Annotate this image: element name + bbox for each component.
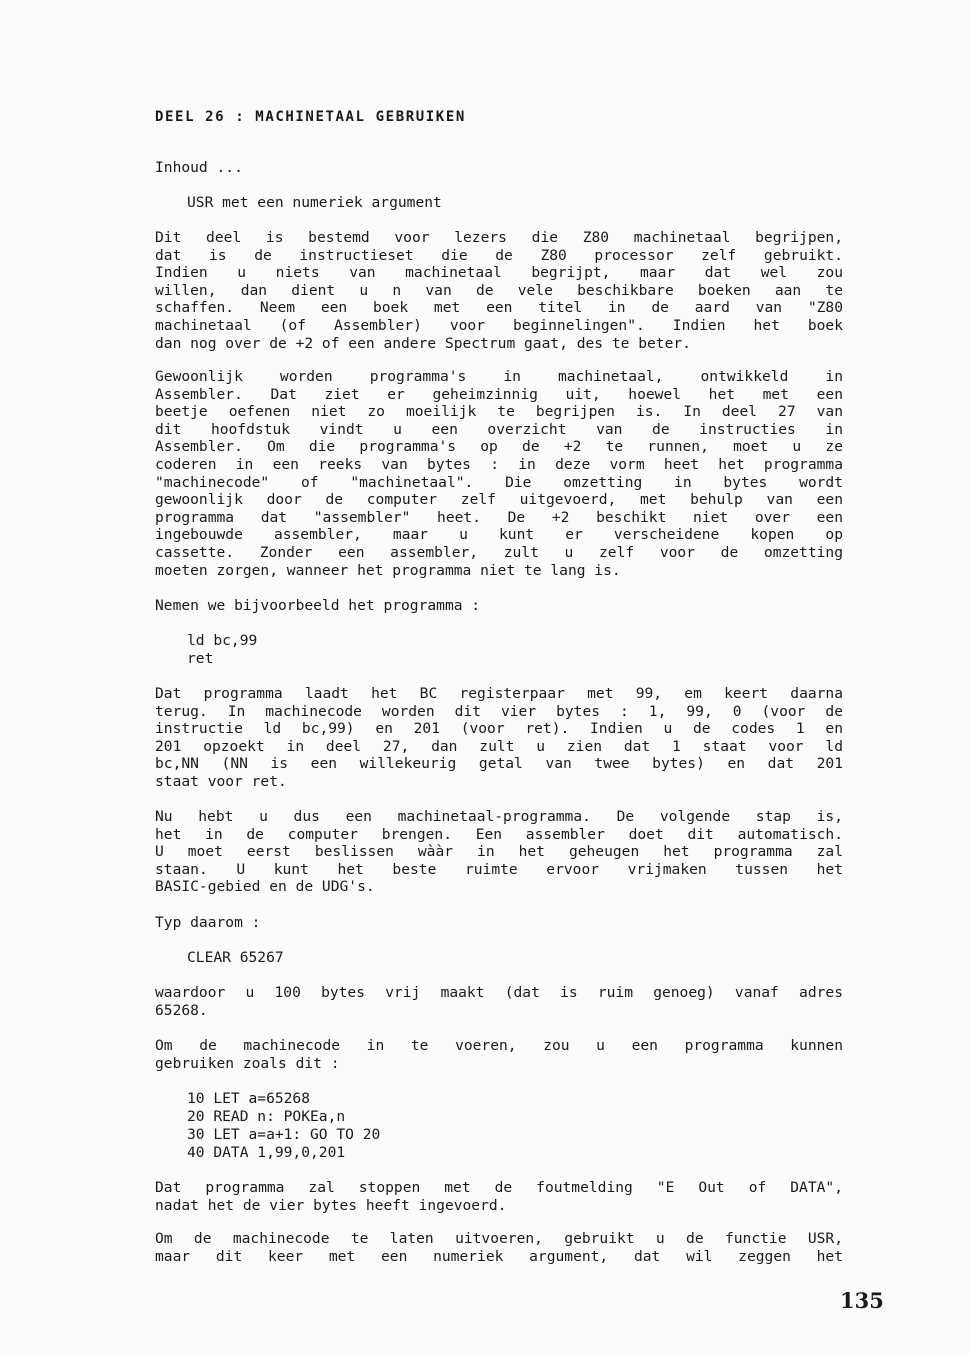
code-line: ld bc,99	[187, 632, 258, 649]
text-line: Assembler. Dat ziet er geheimzinnig uit, hoewel het met een	[155, 385, 843, 403]
code-line: 40 DATA 1,99,0,201	[187, 1144, 346, 1161]
code-line: ret	[187, 650, 214, 667]
text-line: Dat programma laadt het BC registerpaar met 99, em keert daarna	[155, 685, 843, 702]
paragraph-usr	[155, 1230, 843, 1265]
text-line: cassette. Zonder een assembler, zult u zelf voor de omzetting	[155, 543, 843, 561]
text-line: 65268.	[155, 1001, 208, 1019]
text-line: Nu hebt u dus een machinetaal-programma. De volgende stap is,	[155, 808, 843, 825]
text-line: willen, dan dient u n van de vele beschikbare boeken aan te	[155, 281, 843, 299]
code-line: 10 LET a=65268	[187, 1090, 311, 1107]
paragraph-next-step	[155, 808, 843, 896]
section-heading: DEEL 26 : MACHINETAAL GEBRUIKEN	[155, 109, 466, 125]
text-line: machinetaal (of Assembler) voor beginnelingen". Indien het boek	[155, 316, 843, 334]
text-line: schaffen. Neem een boek met een titel in de aard van "Z80	[155, 299, 843, 317]
text-line: "machinecode" of "machinetaal". Die omzetting in bytes wordt	[155, 473, 843, 491]
paragraph-type: Typ daarom :	[155, 914, 261, 931]
text-line: bc,NN (NN is een willekeurig getal van twee bytes) en dat 201	[155, 755, 843, 773]
text-line: terug. In machinecode worden dit vier bytes : 1, 99, 0 (voor de	[155, 702, 843, 720]
text-line: Gewoonlijk worden programma's in machinetaal, ontwikkeld in	[155, 368, 843, 385]
contents-label: Inhoud ...	[155, 159, 243, 176]
paragraph-assembler	[155, 368, 843, 579]
contents-item: USR met een numeriek argument	[187, 194, 442, 211]
text-line: Dat programma zal stoppen met de foutmelding "E Out of DATA",	[155, 1179, 843, 1196]
paragraph-stop	[155, 1179, 843, 1214]
text-line: nadat het de vier bytes heeft ingevoerd.	[155, 1196, 507, 1214]
text-line: coderen in een reeks van bytes : in deze vorm heet het programma	[155, 455, 843, 473]
text-line: staan. U kunt het beste ruimte ervoor vrijmaken tussen het	[155, 860, 843, 878]
code-line: 20 READ n: POKEa,n	[187, 1108, 346, 1125]
text-line: Om de machinecode in te voeren, zou u een programma kunnen	[155, 1037, 843, 1054]
text-line: BASIC-gebied en de UDG's.	[155, 878, 375, 896]
text-line: Indien u niets van machinetaal begrijpt, maar dat wel zou	[155, 264, 843, 282]
text-line: Dit deel is bestemd voor lezers die Z80 machinetaal begrijpen,	[155, 229, 843, 246]
text-line: U moet eerst beslissen wààr in het geheugen het programma zal	[155, 843, 843, 861]
page-number: 135	[840, 1288, 884, 1313]
text-line: beetje oefenen niet zo moeilijk te begrijpen is. In deel 27 van	[155, 403, 843, 421]
text-line: 201 opzoekt in deel 27, dan zult u zien dat 1 staat voor ld	[155, 737, 843, 755]
text-line: dit hoofdstuk vindt u een overzicht van de instructies in	[155, 420, 843, 438]
text-line: Om de machinecode te laten uitvoeren, gebruikt u de functie USR,	[155, 1230, 843, 1247]
text-line: instructie ld bc,99) en 201 (voor ret). Indien u de codes 1 en	[155, 720, 843, 738]
text-line: waardoor u 100 bytes vrij maakt (dat is ruim genoeg) vanaf adres	[155, 984, 843, 1001]
paragraph-bytes	[155, 984, 843, 1019]
code-line: CLEAR 65267	[187, 949, 284, 966]
text-line: dat is de instructieset die de Z80 processor zelf gebruikt.	[155, 246, 843, 264]
text-line: gewoonlijk door de computer zelf uitgevoerd, met behulp van een	[155, 491, 843, 509]
text-line: staat voor ret.	[155, 772, 287, 790]
text-line: dan nog over de +2 of een andere Spectrum gaat, des te beter.	[155, 334, 691, 352]
paragraph-program-explanation	[155, 685, 843, 791]
text-line: Assembler. Om die programma's op de +2 te runnen, moet u ze	[155, 438, 843, 456]
code-line: 30 LET a=a+1: GO TO 20	[187, 1126, 381, 1143]
text-line: het in de computer brengen. Een assembler doet dit automatisch.	[155, 825, 843, 843]
text-line: ingebouwde assembler, maar u kunt er verscheidene kopen op	[155, 526, 843, 544]
text-line: gebruiken zoals dit :	[155, 1054, 340, 1072]
paragraph-intro	[155, 229, 843, 352]
text-line: maar dit keer met een numeriek argument, dat wil zeggen het	[155, 1247, 843, 1265]
paragraph-enter-code	[155, 1037, 843, 1072]
text-line: moeten zorgen, wanneer het programma niet te lang is.	[155, 561, 621, 579]
text-line: programma dat "assembler" heet. De +2 beschikt niet over een	[155, 508, 843, 526]
paragraph-example-intro: Nemen we bijvoorbeeld het programma :	[155, 597, 481, 614]
